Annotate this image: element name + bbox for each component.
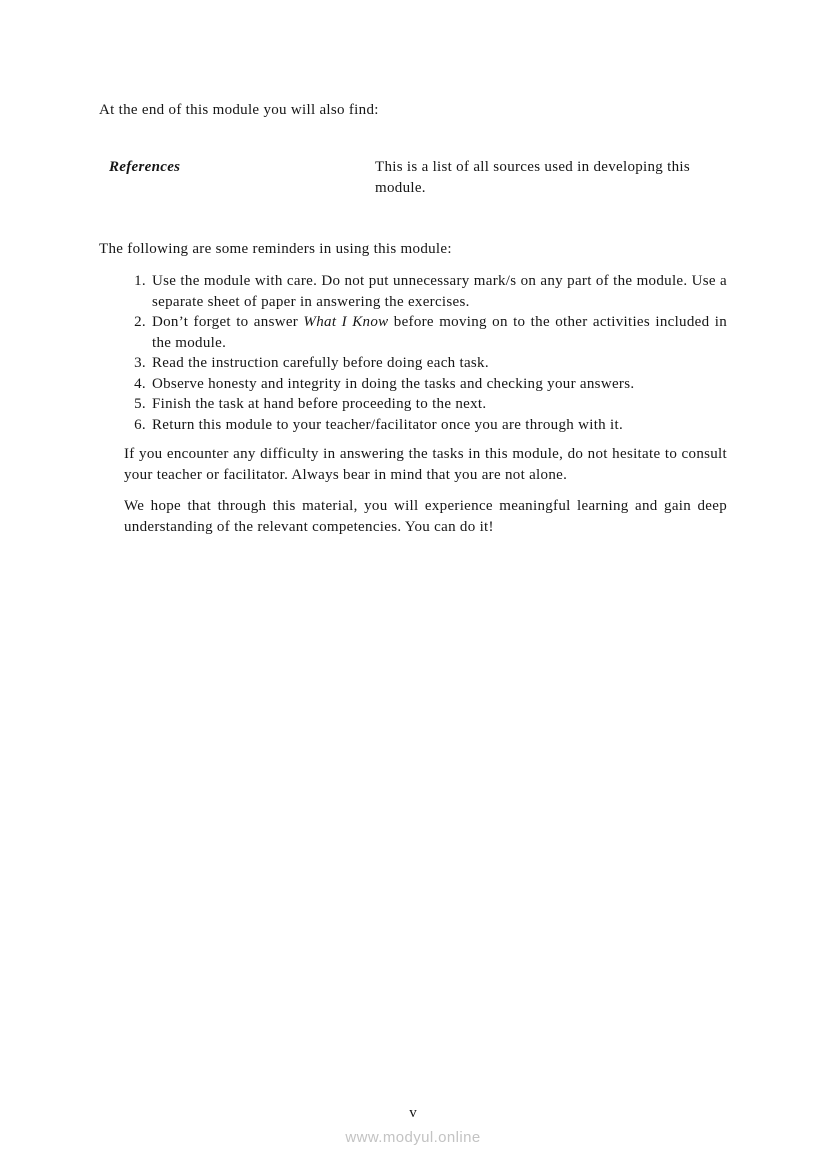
list-item-text: Observe honesty and integrity in doing the tasks and checking your answers. — [152, 375, 635, 392]
reminders-intro: The following are some reminders in using this module: — [99, 241, 452, 257]
watermark: www.modyul.online — [345, 1129, 481, 1146]
page-number: v — [409, 1105, 417, 1121]
italic-phrase: What I Know — [303, 314, 389, 330]
list-item-text: Don’t forget to answer — [152, 314, 304, 330]
list-item-text: before moving on to the other activities included in the module. — [152, 314, 727, 351]
list-item — [150, 374, 727, 395]
list-item-text: Read the instruction carefully before doing each task. — [152, 355, 489, 371]
list-item-text: Return this module to your teacher/facilitator once you are through with it. — [152, 416, 624, 433]
list-item — [150, 415, 727, 436]
references-definition: This is a list of all sources used in developing this module. — [375, 159, 691, 196]
intro-text: At the end of this module you will also find: — [99, 102, 379, 118]
reminders-list — [99, 271, 727, 435]
references-term: References — [109, 159, 181, 175]
list-item-text: Use the module with care. Do not put unnecessary mark/s on any part of the module. Use a separate sheet of paper in answering the exercises. — [152, 273, 727, 310]
list-item-text: Finish the task at hand before proceeding to the next. — [152, 396, 487, 412]
list-item — [150, 394, 727, 415]
encouragement-paragraph: If you encounter any difficulty in answering the tasks in this module, do not hesitate to consult your teacher or facilitator. Always bear in mind that you are not alone. — [124, 446, 727, 483]
list-item — [150, 271, 727, 312]
closing-paragraph: We hope that through this material, you will experience meaningful learning and gain deep understanding of the relevant competencies. You can do it! — [124, 498, 727, 535]
list-item — [150, 353, 727, 374]
list-item — [150, 312, 727, 353]
references-row — [99, 157, 727, 199]
document-page — [99, 0, 727, 1169]
